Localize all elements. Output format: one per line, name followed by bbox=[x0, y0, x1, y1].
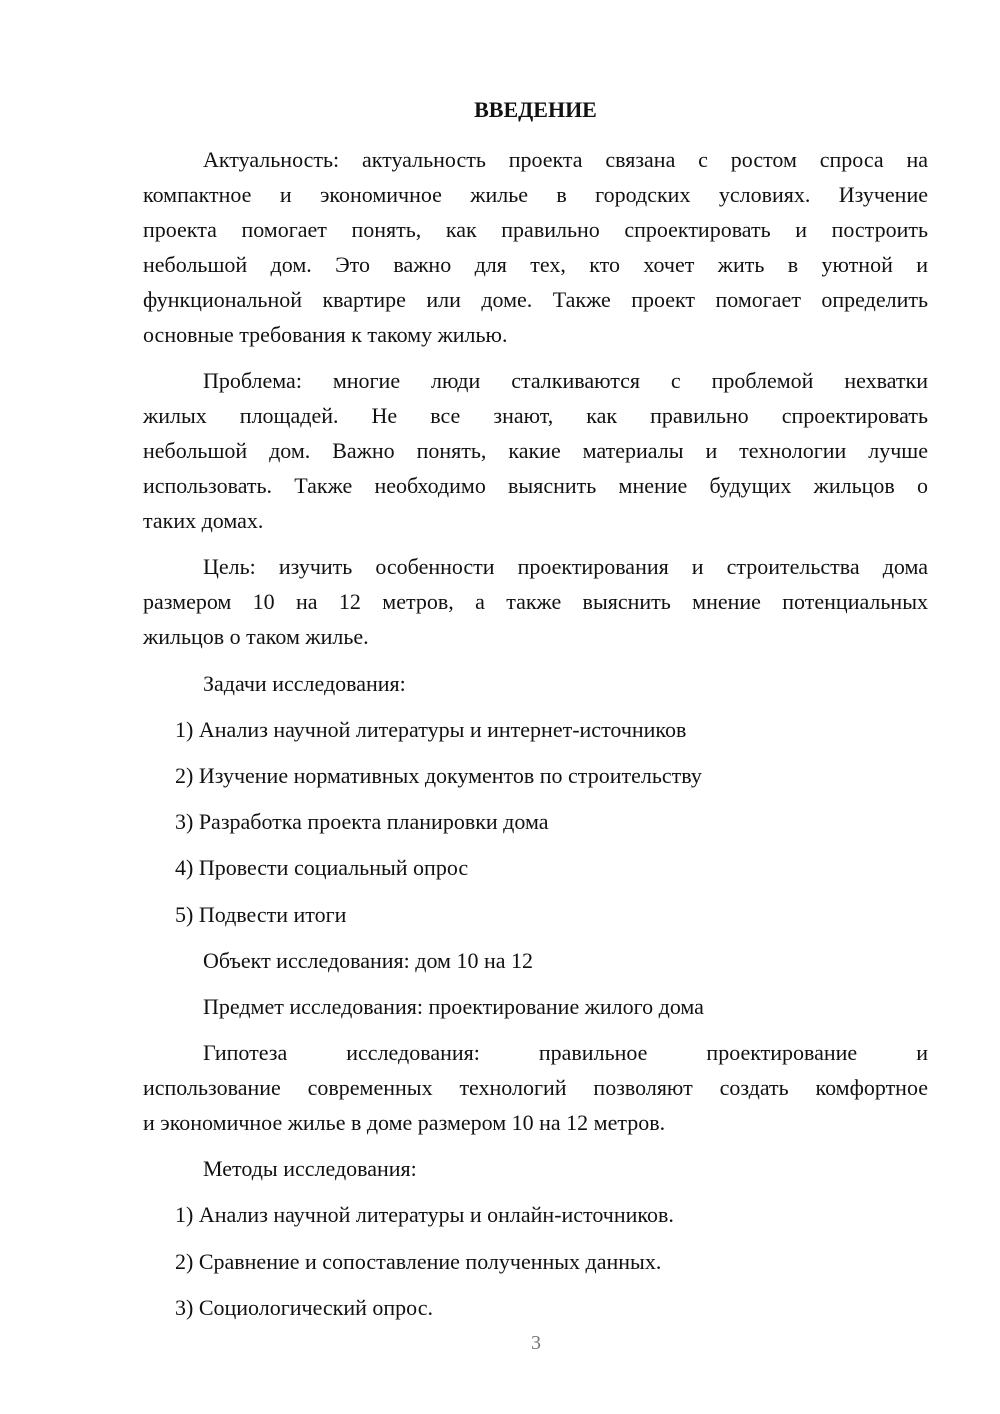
text-line: жильцов о таком жилье. bbox=[143, 624, 369, 650]
paragraph bbox=[143, 666, 928, 701]
text-line: 3) Разработка проекта планировки дома bbox=[175, 809, 549, 835]
list-item bbox=[143, 712, 928, 747]
text-line: Проблема: многие люди сталкиваются с проблемой нехватки bbox=[203, 368, 928, 394]
text-line: Методы исследования: bbox=[203, 1156, 417, 1182]
text-line: Цель: изучить особенности проектирования и строительства дома bbox=[203, 554, 928, 580]
text-line: Гипотеза исследования: правильное проектирование и bbox=[203, 1040, 928, 1066]
text-line: 1) Анализ научной литературы и интернет-источников bbox=[175, 716, 687, 742]
document-page bbox=[143, 92, 928, 1325]
section-title: ВВЕДЕНИЕ bbox=[474, 97, 597, 122]
list-item bbox=[143, 1244, 928, 1279]
paragraph bbox=[143, 549, 928, 654]
text-line: размером 10 на 12 метров, а также выяснить мнение потенциальных bbox=[143, 589, 928, 615]
text-line: компактное и экономичное жилье в городских условиях. Изучение bbox=[143, 182, 928, 207]
list-item bbox=[143, 804, 928, 839]
paragraph bbox=[143, 1035, 928, 1140]
text-line: небольшой дом. Важно понять, какие материалы и технологии лучше bbox=[143, 438, 928, 464]
text-line: 3) Социологический опрос. bbox=[175, 1294, 433, 1320]
page-number: 3 bbox=[531, 1332, 541, 1354]
text-line: функциональной квартире или доме. Также проект помогает определить bbox=[143, 287, 928, 312]
text-line: 2) Сравнение и сопоставление полученных данных. bbox=[175, 1248, 662, 1274]
text-line: использовать. Также необходимо выяснить мнение будущих жильцов о bbox=[143, 473, 928, 499]
paragraph bbox=[143, 989, 928, 1024]
list-item bbox=[143, 1197, 928, 1232]
text-line: жилых площадей. Не все знают, как правильно спроектировать bbox=[143, 403, 928, 429]
text-line: Актуальность: актуальность проекта связана с ростом спроса на bbox=[203, 147, 928, 172]
text-line: небольшой дом. Это важно для тех, кто хочет жить в уютной и bbox=[143, 252, 928, 277]
text-line: таких домах. bbox=[143, 508, 264, 534]
text-line: Объект исследования: дом 10 на 12 bbox=[203, 947, 534, 973]
paragraph bbox=[143, 1151, 928, 1186]
text-line: 1) Анализ научной литературы и онлайн-источников. bbox=[175, 1202, 674, 1228]
list-item bbox=[143, 1290, 928, 1325]
paragraph bbox=[143, 943, 928, 978]
text-line: Задачи исследования: bbox=[203, 670, 406, 696]
list-item bbox=[143, 897, 928, 932]
paragraph bbox=[143, 363, 928, 538]
text-line: и экономичное жилье в доме размером 10 на 12 метров. bbox=[143, 1110, 666, 1136]
paragraph bbox=[143, 142, 928, 352]
text-line: 2) Изучение нормативных документов по строительству bbox=[175, 762, 702, 788]
text-line: использование современных технологий позволяют создать комфортное bbox=[143, 1075, 928, 1101]
text-line: 4) Провести социальный опрос bbox=[175, 855, 469, 881]
text-line: Предмет исследования: проектирование жилого дома bbox=[203, 993, 704, 1019]
text-line: проекта помогает понять, как правильно спроектировать и построить bbox=[143, 217, 928, 242]
list-item bbox=[143, 850, 928, 885]
list-item bbox=[143, 758, 928, 793]
document-body bbox=[143, 142, 928, 1325]
text-line: 5) Подвести итоги bbox=[175, 901, 347, 927]
text-line: основные требования к такому жилью. bbox=[143, 322, 508, 347]
